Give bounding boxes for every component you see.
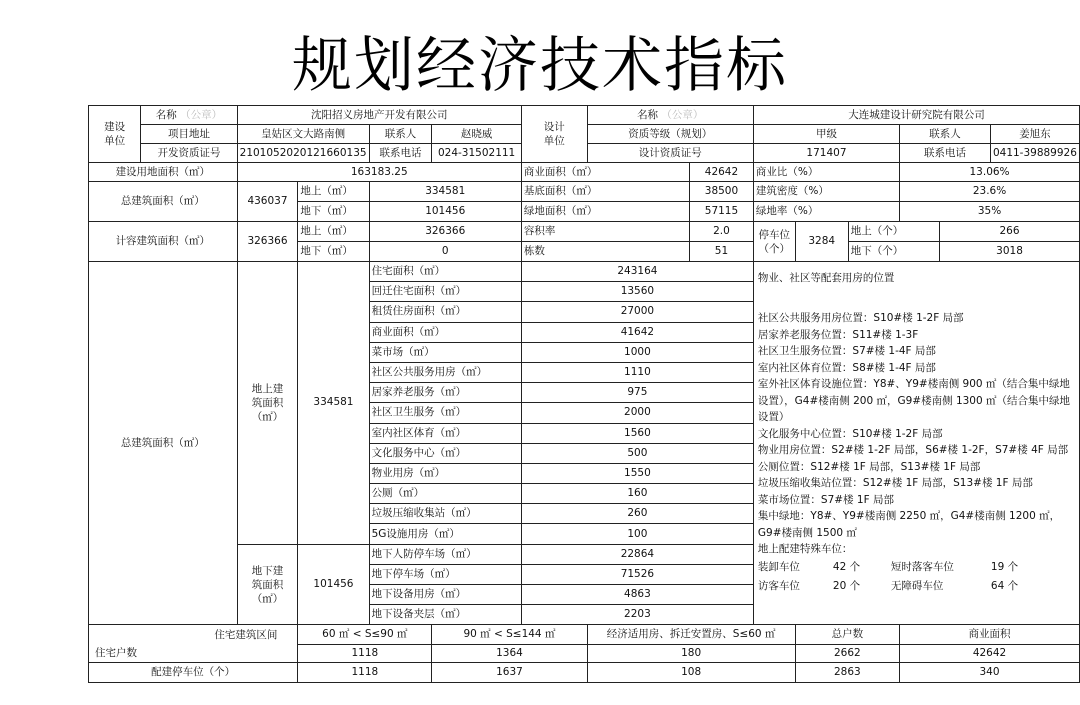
owner-contact-label: 联系人: [369, 125, 432, 144]
green-area-label: 绿地面积（㎡）: [521, 202, 689, 222]
gfa-breakdown: [89, 262, 1080, 625]
summary-col-0: 60 ㎡ < S≤90 ㎡: [298, 625, 432, 645]
owner-unit-label: 建设 单位: [89, 106, 141, 163]
density: 23.6%: [900, 182, 1080, 202]
project-address: 皇姑区文大路南侧: [237, 125, 369, 144]
breakdown-item-value: 27000: [521, 302, 753, 322]
breakdown-item-label: 地下设备夹层（㎡）: [369, 605, 521, 625]
green-ratio-label: 绿地率（%）: [753, 202, 899, 222]
households-4: 42642: [900, 645, 1080, 663]
parking-summary-label: 配建停车位（个）: [89, 663, 298, 683]
base-area-label: 基底面积（㎡）: [521, 182, 689, 202]
note-line: 文化服务中心位置：S10#楼 1-2F 局部: [757, 427, 943, 440]
special-parking-label: 装卸车位: [757, 560, 800, 573]
breakdown-item-label: 文化服务中心（㎡）: [369, 443, 521, 463]
designer-phone-label: 联系电话: [900, 144, 991, 163]
breakdown-item-value: 500: [521, 443, 753, 463]
parking-total: 3284: [795, 222, 848, 262]
special-parking-row: [758, 558, 1075, 577]
summary-col-4: 商业面积: [900, 625, 1080, 645]
breakdown-item-label: 地下设备用房（㎡）: [369, 585, 521, 605]
far-gfa-label: 计容建筑面积（㎡）: [89, 222, 238, 262]
breakdown-item-label: 公厕（㎡）: [369, 484, 521, 504]
parking-summary-1: 1637: [432, 663, 587, 683]
breakdown-item-label: 住宅面积（㎡）: [369, 262, 521, 282]
parking-summary-0: 1118: [298, 663, 432, 683]
special-parking-value: 19 个: [990, 560, 1019, 573]
developer-license-label: 开发资质证号: [141, 144, 237, 163]
designer-unit-label: 设计 单位: [521, 106, 587, 163]
breakdown-item-label: 商业面积（㎡）: [369, 322, 521, 342]
breakdown-item-label: 社区公共服务用房（㎡）: [369, 362, 521, 382]
breakdown-total-label: 总建筑面积（㎡）: [89, 262, 238, 625]
design-license-label: 设计资质证号: [587, 144, 753, 163]
below-section-label: 地下建 筑面积 （㎡）: [237, 544, 298, 625]
parking-summary-4: 340: [900, 663, 1080, 683]
breakdown-item-label: 室内社区体育（㎡）: [369, 423, 521, 443]
parking-above: 266: [940, 222, 1080, 242]
green-area: 57115: [690, 202, 754, 222]
far-above-label: 地上（㎡）: [298, 222, 369, 242]
note-line: 集中绿地：Y8#、Y9#楼南侧 2250 ㎡，G4#楼南侧 1200 ㎡，G9#楼南侧 1500 ㎡: [757, 510, 1061, 539]
land-area-label: 建设用地面积（㎡）: [89, 163, 238, 182]
total-gfa-label: 总建筑面积（㎡）: [89, 182, 238, 222]
parking-below: 3018: [940, 242, 1080, 262]
households-2: 180: [587, 645, 795, 663]
facility-location-notes: [753, 262, 1079, 625]
summary-col-2: 经济适用房、拆迁安置房、S≤60 ㎡: [587, 625, 795, 645]
owner-phone-label: 联系电话: [369, 144, 432, 163]
breakdown-item-value: 13560: [521, 282, 753, 302]
far-label: 容积率: [521, 222, 689, 242]
note-line: 地上配建特殊车位：: [757, 543, 853, 555]
total-gfa: 436037: [237, 182, 298, 222]
breakdown-item-value: 160: [521, 484, 753, 504]
note-line: 室内社区体育位置：S8#楼 1-4F 局部: [757, 361, 936, 374]
parking-summary-3: 2863: [795, 663, 899, 683]
far-value: 2.0: [690, 222, 754, 242]
note-line: 社区卫生服务位置：S7#楼 1-4F 局部: [757, 345, 936, 357]
breakdown-item-value: 2000: [521, 403, 753, 423]
designer-phone: 0411-39889926: [990, 144, 1079, 163]
below-gfa: 101456: [369, 202, 521, 222]
breakdown-item-label: 物业用房（㎡）: [369, 463, 521, 483]
above-section-label: 地上建 筑面积 （㎡）: [237, 262, 298, 545]
parking-above-label: 地上（个）: [848, 222, 939, 242]
range-label: 住宅建筑区间: [89, 625, 298, 645]
note-line: 物业用房位置：S2#楼 1-2F 局部，S6#楼 1-2F，S7#楼 4F 局部: [757, 444, 1069, 456]
breakdown-item-label: 垃圾压缩收集站（㎡）: [369, 504, 521, 524]
parking-label: 停车位 （个）: [753, 222, 795, 262]
owner-name-label: 名称 （公章）: [141, 106, 237, 125]
owner-contact: 赵晓威: [432, 125, 522, 144]
note-line: 社区公共服务用房位置：S10#楼 1-2F 局部: [757, 312, 964, 324]
households-1: 1364: [432, 645, 587, 663]
breakdown-item-value: 1550: [521, 463, 753, 483]
commercial-area: 42642: [690, 163, 754, 182]
households-label: 住宅户数: [89, 645, 298, 663]
special-parking-value: 64 个: [990, 579, 1019, 592]
households-3: 2662: [795, 645, 899, 663]
owner-name: 沈阳招义房地产开发有限公司: [237, 106, 521, 125]
breakdown-item-value: 4863: [521, 585, 753, 605]
households-0: 1118: [298, 645, 432, 663]
breakdown-item-value: 975: [521, 383, 753, 403]
grade-label: 资质等级（规划）: [587, 125, 753, 144]
parking-summary-2: 108: [587, 663, 795, 683]
buildings-label: 栋数: [521, 242, 689, 262]
breakdown-item-value: 1000: [521, 342, 753, 362]
special-parking-row: [758, 577, 1075, 596]
breakdown-item-label: 回迁住宅面积（㎡）: [369, 282, 521, 302]
breakdown-item-label: 菜市场（㎡）: [369, 342, 521, 362]
far-below-label: 地下（㎡）: [298, 242, 369, 262]
breakdown-item-label: 地下停车场（㎡）: [369, 564, 521, 584]
designer-name: 大连城建设计研究院有限公司: [753, 106, 1079, 125]
special-parking-label: 访客车位: [757, 579, 800, 592]
commercial-ratio: 13.06%: [900, 163, 1080, 182]
below-gfa-label: 地下（㎡）: [298, 202, 369, 222]
special-parking-label: 短时落客车位: [890, 560, 954, 573]
special-parking-value: 42 个: [832, 560, 861, 573]
green-ratio: 35%: [900, 202, 1080, 222]
above-gfa: 334581: [369, 182, 521, 202]
above-gfa-label: 地上（㎡）: [298, 182, 369, 202]
note-line: 公厕位置：S12#楼 1F 局部，S13#楼 1F 局部: [757, 460, 981, 473]
address-label: 项目地址: [141, 125, 237, 144]
density-label: 建筑密度（%）: [753, 182, 899, 202]
design-grade: 甲级: [753, 125, 899, 144]
far-below: 0: [369, 242, 521, 262]
commercial-area-label: 商业面积（㎡）: [521, 163, 689, 182]
land-area: 163183.25: [237, 163, 521, 182]
breakdown-item-label: 居家养老服务（㎡）: [369, 383, 521, 403]
summary-col-3: 总户数: [795, 625, 899, 645]
commercial-ratio-label: 商业比（%）: [753, 163, 899, 182]
designer-name-label: 名称 （公章）: [587, 106, 753, 125]
breakdown-item-label: 租赁住房面积（㎡）: [369, 302, 521, 322]
special-parking-label: 无障碍车位: [890, 579, 944, 592]
base-area: 38500: [690, 182, 754, 202]
breakdown-item-value: 71526: [521, 564, 753, 584]
design-license: 171407: [753, 144, 899, 163]
breakdown-item-value: 260: [521, 504, 753, 524]
breakdown-item-label: 地下人防停车场（㎡）: [369, 544, 521, 564]
buildings: 51: [690, 242, 754, 262]
owner-phone: 024-31502111: [432, 144, 522, 163]
breakdown-item-value: 1560: [521, 423, 753, 443]
note-line: 居家养老服务位置：S11#楼 1-3F: [757, 328, 919, 341]
above-section-value: 334581: [298, 262, 369, 545]
breakdown-item-label: 社区卫生服务（㎡）: [369, 403, 521, 423]
developer-license: 2101052020121660135: [237, 144, 369, 163]
parking-below-label: 地下（个）: [848, 242, 939, 262]
summary-col-1: 90 ㎡ < S≤144 ㎡: [432, 625, 587, 645]
special-parking-value: 20 个: [832, 579, 861, 592]
breakdown-item-value: 2203: [521, 605, 753, 625]
note-line: 菜市场位置：S7#楼 1F 局部: [757, 493, 894, 506]
far-gfa: 326366: [237, 222, 298, 262]
note-line: 垃圾压缩收集站位置：S12#楼 1F 局部，S13#楼 1F 局部: [757, 477, 1033, 489]
indicator-table: [88, 105, 1080, 683]
breakdown-item-value: 243164: [521, 262, 753, 282]
designer-contact-label: 联系人: [900, 125, 991, 144]
breakdown-row: [89, 262, 1080, 282]
document-title: 规划经济技术指标: [292, 31, 788, 101]
breakdown-item-value: 1110: [521, 362, 753, 382]
below-section-value: 101456: [298, 544, 369, 625]
breakdown-item-value: 41642: [521, 322, 753, 342]
notes-title: 物业、社区等配套用房的位置: [757, 272, 895, 284]
breakdown-item-value: 100: [521, 524, 753, 544]
breakdown-item-value: 22864: [521, 544, 753, 564]
designer-contact: 姜旭东: [990, 125, 1079, 144]
far-above: 326366: [369, 222, 521, 242]
breakdown-item-label: 5G设施用房（㎡）: [369, 524, 521, 544]
note-line: 室外社区体育设施位置：Y8#、Y9#楼南侧 900 ㎡（结合集中绿地设置），G4#楼南侧 200 ㎡，G9#楼南侧 1300 ㎡（结合集中绿地设置）: [757, 378, 1070, 423]
